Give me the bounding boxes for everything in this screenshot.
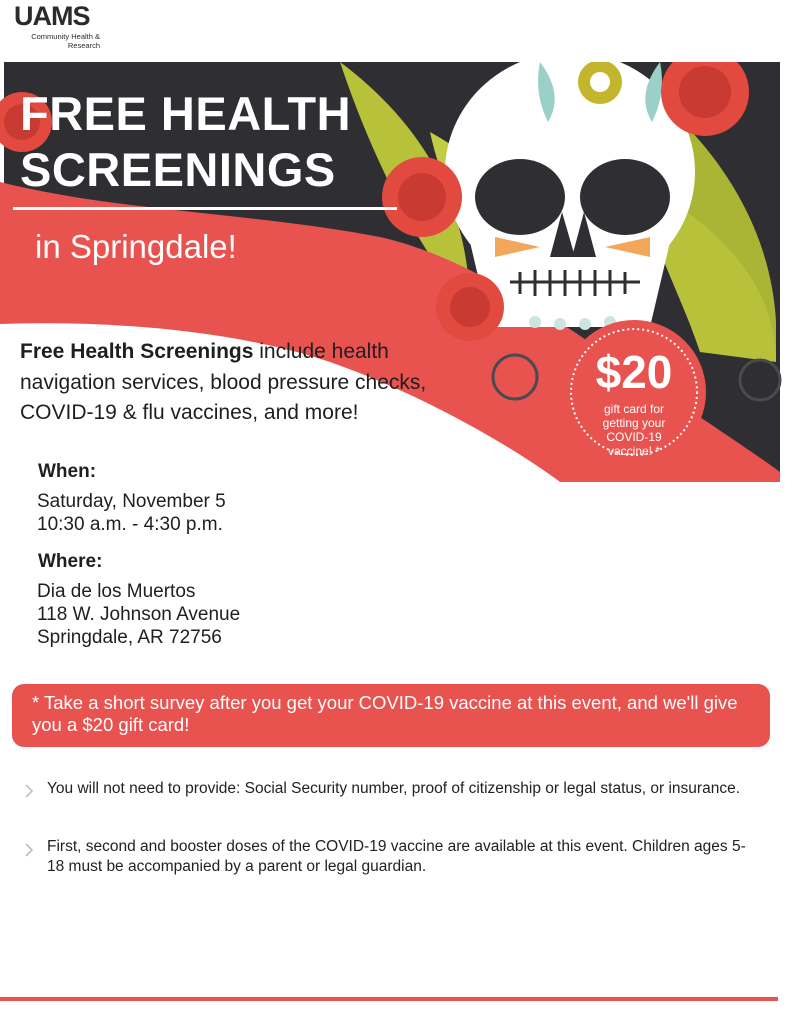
- title-divider: [13, 207, 397, 210]
- event-date: Saturday, November 5: [37, 491, 226, 512]
- page-title: [20, 86, 380, 198]
- title-line-1: FREE HEALTH: [20, 87, 352, 140]
- event-time: 10:30 a.m. - 4:30 p.m.: [37, 514, 223, 535]
- logo-wordmark: UAMS: [14, 1, 90, 31]
- when-details: [37, 490, 226, 536]
- footer-divider: [0, 997, 778, 1001]
- venue-street: 118 W. Johnson Avenue: [37, 604, 241, 625]
- venue-name: Dia de los Muertos: [37, 581, 196, 602]
- uams-logo: [14, 2, 114, 50]
- venue-city: Springdale, AR 72756: [37, 627, 222, 648]
- location-subtitle: in Springdale!: [35, 228, 237, 265]
- where-details: [37, 580, 240, 649]
- badge-text: gift card for getting your COVID-19 vaccine! *: [602, 402, 666, 458]
- survey-banner-text: * Take a short survey after you get your COVID-19 vaccine at this event, and we'll give you a $20 gift card!: [32, 692, 738, 735]
- badge-amount: $20: [595, 346, 673, 398]
- when-label: When:: [38, 461, 97, 482]
- logo-subtitle: Community Health & Research: [31, 32, 100, 50]
- note-id-requirements: You will not need to provide: Social Security number, proof of citizenship or legal status, or insurance.: [47, 780, 741, 797]
- bullet-arrow-icon: [24, 843, 34, 857]
- intro-paragraph: [20, 337, 490, 429]
- intro-bold: Free Health Screenings: [20, 340, 254, 363]
- note-vaccine-doses: First, second and booster doses of the COVID-19 vaccine are available at this event. Children ages 5-18 must be accompanied by a parent or legal guardian.: [47, 838, 746, 875]
- where-label: Where:: [38, 551, 103, 572]
- title-line-2: SCREENINGS: [20, 143, 336, 196]
- bullet-arrow-icon: [24, 784, 34, 798]
- intro-rest: include health navigation services, blood pressure checks, COVID-19 & flu vaccines, and more!: [20, 340, 427, 424]
